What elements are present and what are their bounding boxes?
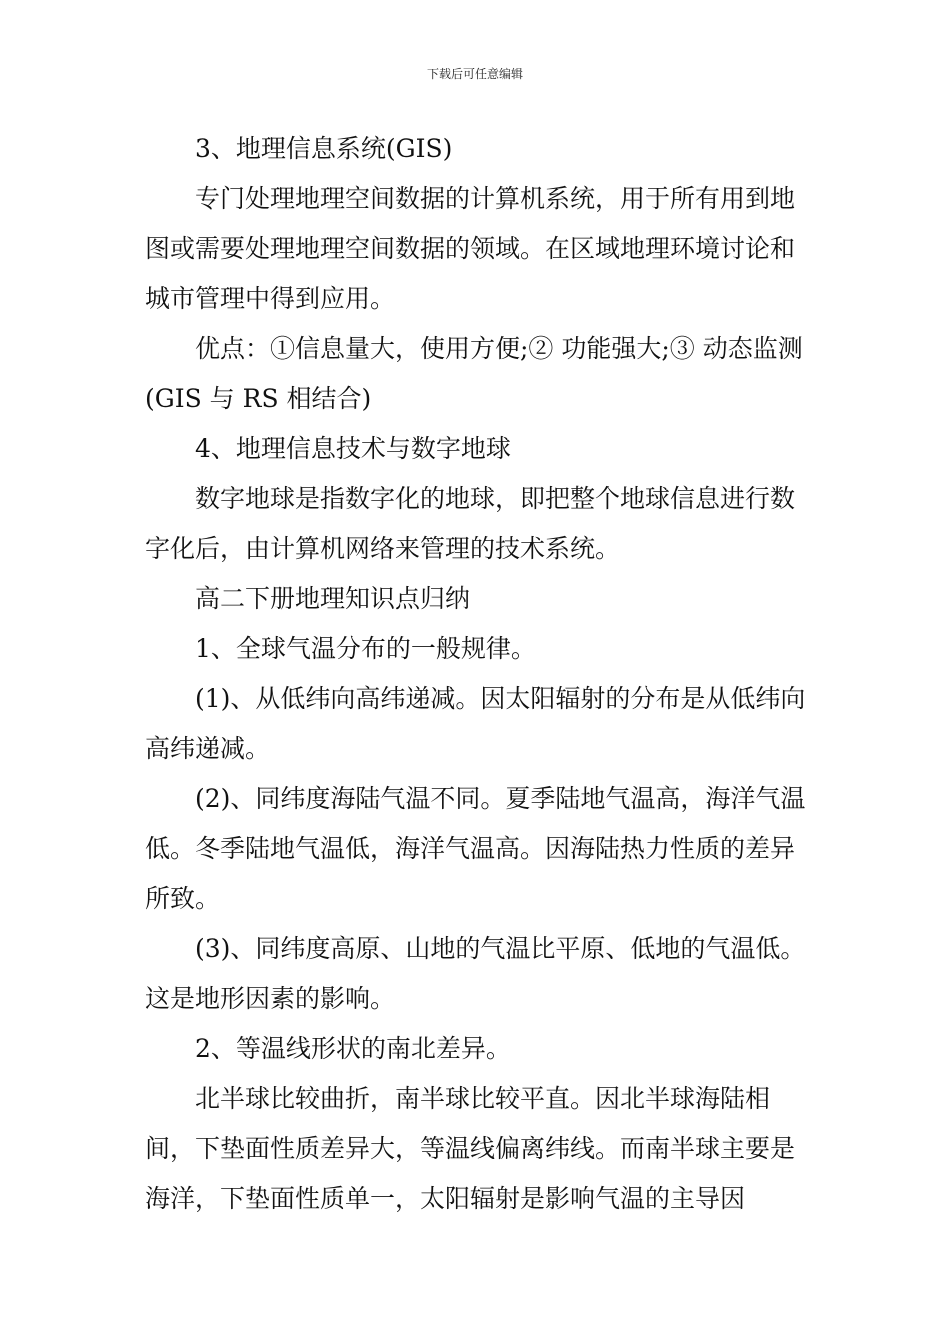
heading-isotherm: 2、等温线形状的南北差异。 bbox=[195, 1034, 511, 1063]
heading-gis: 3、地理信息系统(GIS) bbox=[195, 134, 453, 163]
paragraph-point-1: (1)、从低纬向高纬递减。因太阳辐射的分布是从低纬向高纬递减。 bbox=[145, 684, 806, 763]
heading-temperature-distribution: 1、全球气温分布的一般规律。 bbox=[195, 634, 536, 663]
page-header: 下载后可任意编辑 bbox=[426, 67, 523, 81]
paragraph-point-3: (3)、同纬度高原、山地的气温比平原、低地的气温低。这是地形因素的影响。 bbox=[145, 934, 806, 1013]
paragraph-point-2: (2)、同纬度海陆气温不同。夏季陆地气温高，海洋气温低。冬季陆地气温低，海洋气温高。因海陆热力性质的差异所致。 bbox=[145, 784, 806, 913]
paragraph-gis-definition: 专门处理地理空间数据的计算机系统，用于所有用到地图或需要处理地理空间数据的领域。在区域地理环境讨论和城市管理中得到应用。 bbox=[145, 184, 796, 313]
section-title: 高二下册地理知识点归纳 bbox=[195, 584, 471, 613]
paragraph-digital-earth-definition: 数字地球是指数字化的地球，即把整个地球信息进行数字化后，由计算机网络来管理的技术系统。 bbox=[145, 484, 796, 563]
paragraph-isotherm: 北半球比较曲折，南半球比较平直。因北半球海陆相间，下垫面性质差异大，等温线偏离纬线。而南半球主要是海洋，下垫面性质单一，太阳辐射是影响气温的主导因 bbox=[145, 1084, 796, 1213]
heading-digital-earth: 4、地理信息技术与数字地球 bbox=[195, 434, 511, 463]
document-body bbox=[145, 124, 810, 1224]
paragraph-gis-advantages: 优点：①信息量大，使用方便;② 功能强大;③ 动态监测(GIS 与 RS 相结合) bbox=[145, 334, 803, 413]
